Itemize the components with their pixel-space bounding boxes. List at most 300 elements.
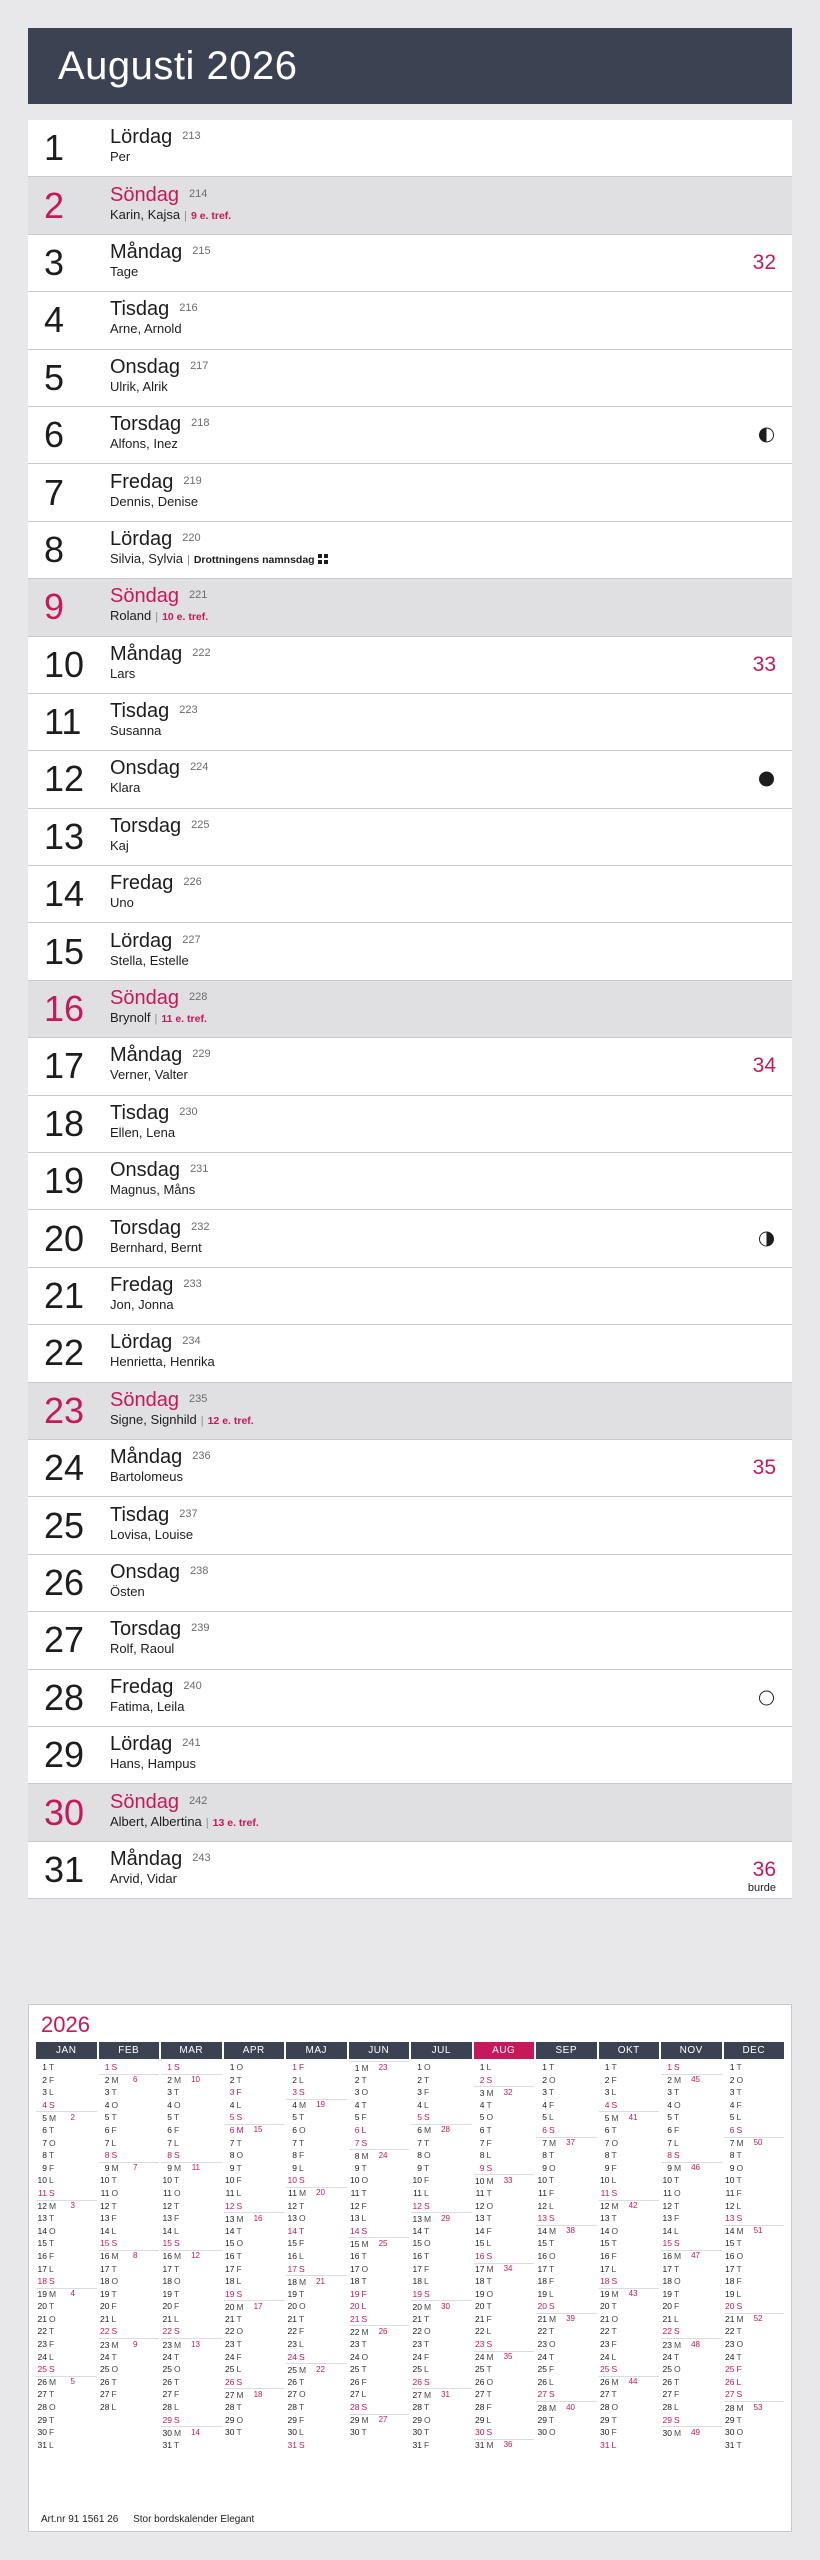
mini-day-letter: O: [424, 2326, 431, 2337]
mini-day-row: [661, 2376, 722, 2389]
mini-day-number: 18: [725, 2276, 735, 2287]
mini-day-number: 8: [104, 2150, 110, 2161]
mini-day-letter: M: [236, 2389, 244, 2400]
flag-day-icon: [318, 554, 330, 564]
name-day-text: Klara: [110, 780, 141, 796]
name-day-names: [110, 1871, 792, 1887]
day-row[interactable]: [28, 637, 792, 694]
mini-day-letter: T: [174, 2112, 180, 2123]
mini-day-number: 29: [350, 2415, 360, 2426]
mini-day-row: [286, 2225, 347, 2238]
mini-day-number: 27: [100, 2389, 110, 2400]
mini-day-number: 10: [412, 2175, 422, 2186]
mini-day-letter: M: [299, 2100, 307, 2111]
day-name: Måndag: [110, 642, 183, 665]
day-row[interactable]: [28, 1670, 792, 1727]
mini-day-letter: S: [174, 2062, 180, 2072]
mini-day-row: [36, 2363, 97, 2376]
mini-day-row: [536, 2124, 597, 2137]
mini-day-number: 2: [167, 2075, 172, 2086]
day-note: 12 e. tref.: [207, 1414, 254, 1427]
mini-day-letter: S: [611, 2187, 618, 2198]
mini-day-letter: F: [361, 2288, 367, 2299]
mini-day-letter: O: [486, 2288, 494, 2299]
month-column-nov[interactable]: [661, 2042, 722, 2451]
year-overview: [28, 2004, 792, 2532]
mini-day-row: [411, 2137, 472, 2150]
month-column-aug[interactable]: [474, 2042, 535, 2451]
day-number: 3: [44, 241, 65, 283]
mini-day-row: [224, 2237, 285, 2250]
month-column-jun[interactable]: [349, 2042, 410, 2451]
mini-day-number: 9: [167, 2163, 172, 2174]
mini-day-letter: L: [174, 2313, 179, 2324]
mini-week-number: 28: [441, 2125, 450, 2135]
mini-day-number: 28: [162, 2402, 172, 2413]
mini-day-number: 16: [662, 2251, 672, 2262]
mini-day-row: [286, 2174, 347, 2187]
mini-day-letter: M: [486, 2087, 494, 2098]
mini-day-letter: S: [736, 2301, 743, 2312]
day-row[interactable]: [28, 866, 792, 923]
mini-day-letter: L: [611, 2175, 617, 2186]
name-day-text: Roland: [110, 608, 152, 624]
mini-day-number: 5: [42, 2112, 47, 2123]
mini-week-number: 35: [503, 2352, 513, 2362]
day-row[interactable]: [28, 1727, 792, 1784]
mini-day-row: [724, 2174, 785, 2187]
mini-day-row: [724, 2439, 785, 2452]
mini-day-number: 22: [350, 2326, 360, 2337]
mini-day-row: [99, 2187, 160, 2200]
mini-day-row: [411, 2200, 472, 2213]
name-day-text: Lars: [110, 665, 136, 681]
mini-day-letter: S: [486, 2250, 493, 2261]
name-day-text: Rolf, Raoul: [110, 1641, 175, 1657]
mini-day-number: 26: [662, 2376, 672, 2387]
month-column-okt[interactable]: [599, 2042, 660, 2451]
mini-day-letter: T: [299, 2137, 305, 2148]
day-of-year: 240: [183, 1679, 202, 1692]
mini-day-number: 6: [229, 2125, 235, 2136]
mini-day-row: [536, 2338, 597, 2351]
day-row[interactable]: [28, 1325, 792, 1382]
mini-day-number: 27: [412, 2389, 422, 2400]
mini-day-letter: T: [549, 2326, 555, 2337]
mini-day-number: 8: [729, 2150, 735, 2161]
mini-day-number: 9: [479, 2162, 485, 2173]
mini-day-number: 25: [37, 2364, 47, 2375]
mini-day-letter: M: [299, 2188, 307, 2199]
day-of-year: 228: [188, 991, 208, 1004]
day-number: 20: [44, 1217, 85, 1259]
mini-day-row: [286, 2250, 347, 2263]
mini-day-row: [411, 2401, 472, 2414]
mini-day-number: 9: [729, 2162, 735, 2173]
month-header-label: AUG: [474, 2042, 535, 2059]
day-name: Lördag: [110, 1331, 173, 1354]
mini-day-row: [599, 2426, 660, 2439]
mini-day-letter: S: [299, 2087, 305, 2098]
mini-day-letter: T: [174, 2288, 180, 2299]
day-of-year: 236: [192, 1450, 211, 1463]
mini-day-number: 15: [225, 2238, 235, 2249]
mini-day-number: 17: [37, 2263, 47, 2274]
mini-day-row: [286, 2111, 347, 2124]
name-day-names: [110, 494, 792, 510]
name-day-text: Bernhard, Bernt: [110, 1239, 202, 1255]
mini-day-number: 23: [600, 2339, 610, 2350]
mini-day-row: [474, 2288, 535, 2301]
mini-day-row: [349, 2388, 410, 2401]
name-day-names: [110, 1240, 792, 1256]
mini-day-letter: M: [736, 2402, 744, 2413]
day-row[interactable]: [28, 292, 792, 349]
month-column-jul[interactable]: [411, 2042, 472, 2451]
day-row[interactable]: [28, 235, 792, 292]
mini-day-number: 2: [667, 2075, 672, 2086]
mini-day-row: [536, 2174, 597, 2187]
day-info: [110, 815, 792, 859]
mini-week-number: 23: [378, 2062, 388, 2072]
month-days: [474, 2059, 535, 2451]
mini-day-number: 21: [37, 2313, 47, 2324]
mini-day-letter: F: [486, 2225, 492, 2236]
mini-day-row: [36, 2137, 97, 2150]
mini-day-letter: O: [49, 2313, 56, 2324]
mini-day-number: 24: [662, 2351, 672, 2362]
month-days: [536, 2059, 597, 2439]
mini-day-number: 25: [350, 2364, 360, 2375]
mini-day-letter: T: [611, 2389, 617, 2400]
day-info: [110, 1217, 792, 1261]
mini-day-number: 1: [479, 2062, 485, 2072]
mini-day-number: 30: [225, 2427, 235, 2438]
mini-day-letter: M: [174, 2075, 182, 2086]
mini-day-letter: M: [611, 2112, 619, 2123]
name-day-text: Arvid, Vidar: [110, 1870, 177, 1886]
mini-day-letter: T: [236, 2074, 242, 2085]
mini-week-number: 31: [441, 2389, 450, 2399]
mini-day-letter: T: [236, 2427, 242, 2438]
mini-day-number: 16: [600, 2250, 610, 2261]
mini-day-letter: T: [736, 2351, 742, 2362]
week-number: 32: [752, 250, 776, 274]
mini-day-number: 14: [225, 2225, 235, 2236]
mini-day-letter: F: [111, 2301, 117, 2312]
day-row[interactable]: [28, 579, 792, 636]
mini-day-letter: T: [111, 2112, 117, 2123]
mini-day-letter: M: [736, 2226, 744, 2237]
day-row[interactable]: [28, 1383, 792, 1440]
day-row[interactable]: [28, 1440, 792, 1497]
mini-day-row: [724, 2263, 785, 2276]
mini-day-number: 4: [667, 2099, 672, 2110]
mini-day-number: 10: [100, 2175, 110, 2186]
mini-day-letter: S: [486, 2162, 493, 2173]
mini-day-number: 1: [292, 2062, 297, 2072]
mini-day-number: 17: [475, 2264, 485, 2274]
mini-day-letter: F: [49, 2339, 55, 2350]
day-of-year: 234: [182, 1335, 201, 1348]
day-note: Drottningens namnsdag: [193, 553, 315, 566]
month-column-dec[interactable]: [724, 2042, 785, 2451]
mini-day-row: [224, 2099, 285, 2112]
mini-day-letter: F: [486, 2313, 492, 2324]
name-day-text: Albert, Albertina: [110, 1813, 202, 1829]
mini-day-letter: T: [736, 2439, 742, 2450]
mini-week-number: 32: [503, 2087, 513, 2097]
mini-day-number: 12: [725, 2200, 735, 2211]
day-row[interactable]: [28, 751, 792, 808]
day-row[interactable]: [28, 407, 792, 464]
mini-day-row: [724, 2111, 785, 2124]
mini-day-number: 5: [292, 2112, 297, 2123]
day-row[interactable]: [28, 522, 792, 579]
mini-day-row: [474, 2149, 535, 2162]
mini-day-row: [224, 2086, 285, 2099]
mini-day-row: [349, 2275, 410, 2288]
mini-day-number: 14: [287, 2225, 297, 2236]
day-row[interactable]: [28, 1784, 792, 1841]
mini-day-row: [599, 2288, 660, 2301]
mini-day-number: 27: [475, 2389, 485, 2400]
mini-day-row: [599, 2149, 660, 2162]
day-row[interactable]: [28, 1612, 792, 1669]
mini-day-number: 1: [667, 2062, 672, 2072]
mini-day-row: [286, 2414, 347, 2427]
mini-day-number: 2: [42, 2074, 47, 2085]
mini-day-number: 16: [475, 2250, 485, 2261]
day-row[interactable]: [28, 177, 792, 234]
mini-day-letter: T: [611, 2326, 617, 2337]
mini-day-number: 21: [725, 2314, 735, 2325]
mini-day-letter: M: [111, 2251, 119, 2262]
month-column-feb[interactable]: [99, 2042, 160, 2451]
day-number: 12: [44, 758, 85, 800]
day-row[interactable]: [28, 1842, 792, 1899]
day-of-year: 243: [192, 1851, 211, 1864]
month-column-apr[interactable]: [224, 2042, 285, 2451]
mini-day-number: 29: [662, 2414, 672, 2425]
mini-day-letter: O: [49, 2225, 56, 2236]
mini-day-letter: S: [299, 2439, 305, 2450]
month-column-sep[interactable]: [536, 2042, 597, 2451]
mini-day-number: 8: [167, 2150, 172, 2161]
mini-day-letter: L: [361, 2301, 367, 2312]
mini-day-letter: S: [174, 2238, 180, 2249]
mini-day-number: 10: [475, 2175, 485, 2186]
mini-day-row: [661, 2137, 722, 2150]
mini-day-row: [224, 2250, 285, 2263]
mini-day-number: 21: [475, 2313, 485, 2324]
mini-day-letter: M: [611, 2201, 619, 2212]
mini-day-row: [224, 2426, 285, 2439]
mini-day-row: [36, 2174, 97, 2187]
mini-day-row: [536, 2149, 597, 2162]
mini-day-number: 23: [725, 2339, 735, 2350]
mini-day-number: 14: [37, 2225, 47, 2236]
day-row[interactable]: [28, 981, 792, 1038]
day-info: [110, 1389, 792, 1433]
day-name: Lördag: [110, 1733, 173, 1756]
day-row[interactable]: [28, 1153, 792, 1210]
mini-day-letter: S: [549, 2213, 555, 2224]
day-number: 18: [44, 1102, 85, 1144]
mini-day-number: 4: [229, 2099, 235, 2110]
month-column-maj[interactable]: [286, 2042, 347, 2451]
mini-day-number: 12: [662, 2200, 672, 2211]
mini-day-number: 5: [104, 2112, 110, 2123]
mini-day-letter: T: [736, 2326, 742, 2337]
mini-day-number: 21: [162, 2313, 172, 2324]
month-days: [411, 2059, 472, 2451]
day-row[interactable]: [28, 1038, 792, 1095]
mini-day-row: [349, 2363, 410, 2376]
day-name: Söndag: [110, 1388, 179, 1411]
mini-day-letter: L: [549, 2288, 554, 2299]
day-row[interactable]: [28, 1497, 792, 1554]
day-row[interactable]: [28, 120, 792, 177]
mini-day-letter: M: [486, 2440, 494, 2451]
day-row[interactable]: [28, 1210, 792, 1267]
mini-day-number: 26: [412, 2376, 422, 2387]
mini-day-number: 16: [162, 2251, 172, 2262]
mini-day-number: 27: [37, 2389, 47, 2400]
mini-day-letter: O: [174, 2187, 181, 2198]
mini-day-letter: T: [486, 2301, 492, 2312]
mini-day-letter: T: [486, 2099, 492, 2110]
mini-day-letter: T: [611, 2301, 617, 2312]
name-day-names: [110, 723, 792, 739]
day-of-year: 226: [183, 876, 202, 889]
mini-day-row: [724, 2325, 785, 2338]
mini-day-letter: F: [674, 2124, 680, 2135]
mini-week-number: 6: [133, 2075, 138, 2085]
mini-day-number: 8: [667, 2150, 672, 2161]
mini-day-row: [536, 2250, 597, 2263]
mini-day-letter: T: [424, 2339, 430, 2350]
mini-day-letter: T: [49, 2124, 55, 2135]
mini-day-row: [474, 2300, 535, 2313]
mini-day-row: [36, 2263, 97, 2276]
mini-day-row: [36, 2325, 97, 2338]
mini-day-letter: O: [236, 2238, 244, 2249]
mini-day-number: 11: [163, 2187, 172, 2198]
mini-day-row: [286, 2187, 347, 2200]
mini-day-number: 15: [162, 2238, 172, 2249]
mini-day-letter: O: [361, 2087, 369, 2098]
day-name: Fredag: [110, 1675, 174, 1698]
mini-day-row: [411, 2250, 472, 2263]
mini-day-row: [224, 2401, 285, 2414]
month-header-label: DEC: [724, 2042, 785, 2059]
mini-day-row: [474, 2351, 535, 2364]
mini-day-letter: M: [549, 2314, 557, 2325]
mini-day-letter: S: [486, 2074, 493, 2085]
day-row[interactable]: [28, 464, 792, 521]
mini-day-row: [349, 2351, 410, 2364]
month-column-jan[interactable]: [36, 2042, 97, 2451]
mini-day-letter: S: [299, 2175, 305, 2186]
mini-day-letter: T: [299, 2402, 305, 2413]
mini-day-letter: F: [611, 2427, 617, 2438]
mini-day-number: 27: [537, 2389, 547, 2400]
mini-day-letter: T: [361, 2276, 367, 2287]
mini-day-number: 28: [37, 2402, 47, 2413]
day-row[interactable]: [28, 1096, 792, 1153]
mini-day-letter: T: [486, 2213, 492, 2224]
mini-day-row: [99, 2263, 160, 2276]
name-day-text: Östen: [110, 1583, 145, 1599]
mini-day-row: [161, 2363, 222, 2376]
day-info: [110, 643, 792, 687]
day-row[interactable]: [28, 1268, 792, 1325]
mini-day-row: [411, 2086, 472, 2099]
mini-day-number: 5: [354, 2112, 360, 2123]
day-row[interactable]: [28, 350, 792, 407]
mini-week-number: 33: [503, 2175, 513, 2185]
day-row[interactable]: [28, 809, 792, 866]
month-columns: [29, 2042, 791, 2451]
day-info: [110, 1102, 792, 1146]
mini-week-number: 14: [191, 2427, 200, 2437]
day-row[interactable]: [28, 694, 792, 751]
mini-day-number: 23: [287, 2339, 297, 2350]
mini-day-row: [411, 2149, 472, 2162]
mini-day-number: 5: [167, 2112, 172, 2123]
mini-day-letter: F: [49, 2162, 55, 2173]
mini-day-row: [474, 2401, 535, 2414]
mini-day-row: [474, 2187, 535, 2200]
mini-day-letter: T: [236, 2250, 242, 2261]
month-column-mar[interactable]: [161, 2042, 222, 2451]
mini-day-letter: T: [361, 2364, 367, 2375]
mini-day-letter: F: [674, 2213, 680, 2224]
month-header: [28, 28, 792, 104]
name-day-text: Silvia, Sylvia: [110, 550, 183, 566]
mini-day-number: 8: [229, 2150, 235, 2161]
mini-day-number: 23: [225, 2339, 235, 2350]
mini-day-letter: T: [674, 2112, 680, 2123]
mini-day-letter: T: [736, 2238, 742, 2249]
mini-day-letter: M: [49, 2377, 57, 2388]
mini-week-number: 16: [253, 2213, 263, 2223]
mini-day-number: 18: [37, 2276, 47, 2287]
mini-day-number: 14: [600, 2225, 610, 2236]
mini-day-number: 1: [542, 2062, 547, 2072]
mini-day-number: 24: [537, 2351, 547, 2362]
mini-day-row: [661, 2263, 722, 2276]
mini-day-letter: S: [424, 2288, 430, 2299]
mini-day-letter: F: [174, 2389, 180, 2400]
mini-day-letter: T: [611, 2213, 617, 2224]
mini-day-row: [599, 2061, 660, 2074]
mini-day-letter: T: [361, 2074, 367, 2085]
mini-day-letter: M: [174, 2251, 182, 2262]
article-number: Art.nr 91 1561 26: [41, 2514, 119, 2525]
mini-day-letter: T: [49, 2414, 55, 2425]
day-row[interactable]: [28, 1555, 792, 1612]
day-row[interactable]: [28, 923, 792, 980]
mini-day-letter: O: [174, 2099, 181, 2110]
mini-day-letter: L: [486, 2150, 492, 2161]
mini-day-number: 11: [475, 2187, 485, 2198]
mini-day-letter: M: [486, 2264, 494, 2274]
mini-day-row: [411, 2162, 472, 2175]
name-day-text: Tage: [110, 263, 139, 279]
week-number: 34: [752, 1054, 776, 1078]
